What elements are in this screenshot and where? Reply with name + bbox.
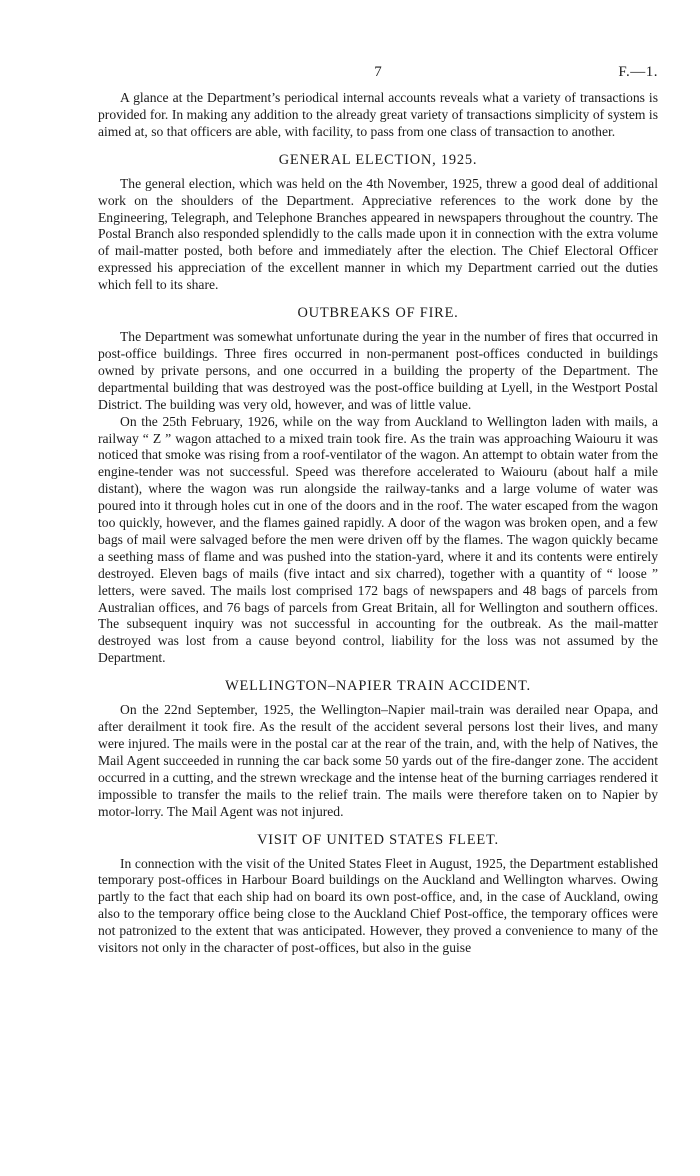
general-election-paragraph: The general election, which was held on the 4th November, 1925, threw a good deal of additional work on the shoulders of the Department. Appreciative references to the work done by the Engineering, Telegraph, and Telephone Branches appeared in newspapers throughout the country. The Postal Branch also responded splendidly to the calls made upon it in connection with the extra volume of mail-matter posted, both before and immediately after the election. The Chief Electoral Officer expressed his appreciation of the excellent manner in which my Department carried out the duties which fell to its share. (98, 175, 658, 293)
intro-paragraph: A glance at the Department’s periodical internal accounts reveals what a variety of transactions is provided for. In making any addition to the already great variety of transactions simplicity of system is aimed at, so that officers are able, with facility, to pass from one class of transaction to another. (98, 90, 658, 139)
document-page (98, 64, 658, 957)
page-header (98, 64, 658, 90)
us-fleet-paragraph: In connection with the visit of the United States Fleet in August, 1925, the Department established temporary post-offices in Harbour Board buildings on the Auckland and Wellington wharves. Owing partly to the fact that each ship had on board its own post-office, and, in the case of Auckland, owing also to the temporary office being close to the Auckland Chief Post-office, the temporary offices were not patronized to the extent that was anticipated. However, they proved a convenience to many of the visitors not only in the character of post-offices, but also in the guise (98, 855, 658, 956)
outbreaks-of-fire-paragraph-2: On the 25th February, 1926, while on the way from Auckland to Wellington laden with mails, a railway “ Z ” wagon attached to a mixed train took fire. As the train was approaching Waiouru it was noticed that smoke was rising from a roof-ventilator of the wagon. An attempt to obtain water from the engine-tender was not successful. Speed was therefore accelerated to Waiouru (about half a mile distant), where the wagon was run alongside the railway-tanks and a large volume of water was poured into it through holes cut in one of the doors and in the roof. The water escaped from the wagon too quickly, however, and the flames gained rapidly. A door of the wagon was broken open, and a few bags of mail were salvaged before the men were driven off by the flames. The wagon quickly became a seething mass of flame and was pushed into the station-yard, where it and its contents were entirely destroyed. Eleven bags of mails (five intact and six charred), together with a quantity of “ loose ” letters, were saved. The mails lost comprised 172 bags of newspapers and 48 bags of parcels from Australian offices, and 76 bags of parcels from Great Britain, all for Wellington and southern offices. The subsequent inquiry was not successful in accounting for the outbreak. As the mail-matter destroyed was lost from a cause beyond control, liability for the loss was not assumed by the Department. (98, 413, 658, 666)
document-reference: F.—1. (618, 64, 658, 80)
train-accident-paragraph: On the 22nd September, 1925, the Wellington–Napier mail-train was derailed near Opapa, and after derailment it took fire. As the result of the accident several persons lost their lives, and many were injured. The mails were in the postal car at the rear of the train, and, with the help of Natives, the Mail Agent succeeded in running the car back some 50 yards out of the fire-danger zone. The accident occurred in a cutting, and the strewn wreckage and the intense heat of the burning carriages rendered it impossible to transfer the mails to the relief train. The mails were therefore taken on to Napier by motor-lorry. The Mail Agent was not injured. (98, 702, 658, 819)
section-heading-outbreaks-of-fire: OUTBREAKS OF FIRE. (297, 305, 459, 322)
page-number: 7 (374, 64, 382, 80)
section-heading-us-fleet: VISIT OF UNITED STATES FLEET. (257, 831, 499, 848)
section-heading-train-accident: WELLINGTON–NAPIER TRAIN ACCIDENT. (225, 678, 531, 695)
outbreaks-of-fire-paragraph-1: The Department was somewhat unfortunate during the year in the number of fires that occurred in post-office buildings. Three fires occurred in non-permanent post-offices conducted in buildings owned by private persons, and one occurred in a building the property of the Department. The departmental building that was destroyed was the post-office building at Lyell, in the Westport Postal District. The building was very old, however, and was of little value. (98, 329, 658, 412)
section-heading-general-election: GENERAL ELECTION, 1925. (278, 151, 478, 168)
